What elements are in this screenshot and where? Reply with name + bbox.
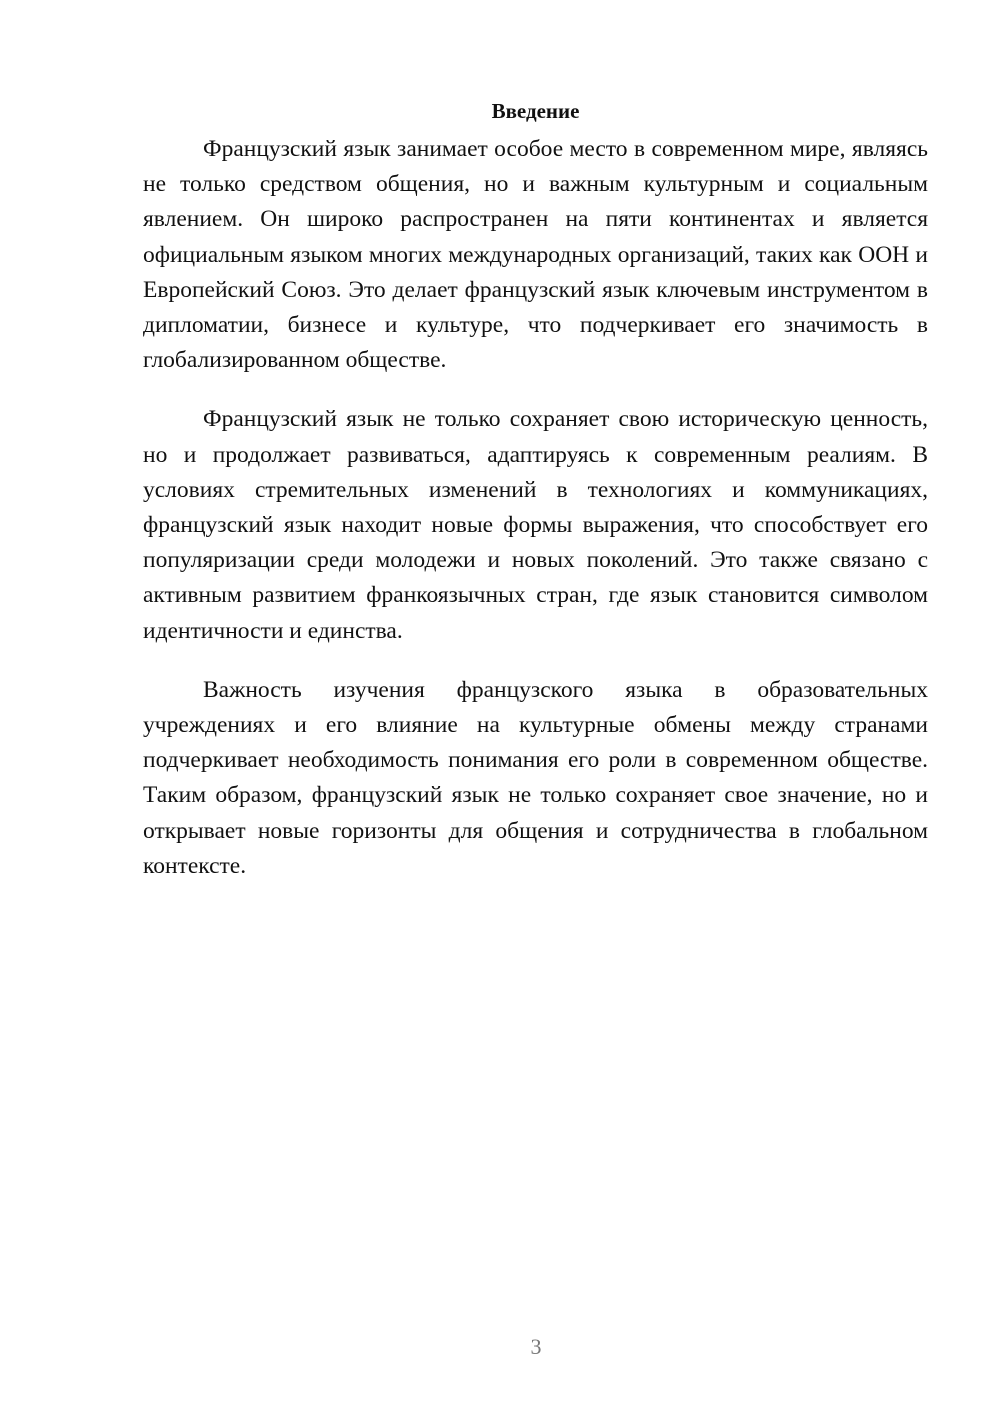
paragraph-2: Французский язык не только сохраняет свою историческую ценность, но и продолжает развиваться, адаптируясь к современным реалиям. В условиях стремительных изменений в технологиях и коммуникациях, французский язык находит новые формы выражения, что способствует его популяризации среди молодежи и новых поколений. Это также связано с активным развитием франкоязычных стран, где язык становится символом идентичности и единства. xyxy=(143,406,928,644)
paragraph-1: Французский язык занимает особое место в современном мире, являясь не только средством общения, но и важным культурным и социальным явлением. Он широко распространен на пяти континентах и является официальным языком многих международных организаций, таких как ООН и Европейский Союз. Это делает французский язык ключевым инструментом в дипломатии, бизнесе и культуре, что подчеркивает его значимость в глобализированном обществе. xyxy=(143,136,928,374)
paragraph-3: Важность изучения французского языка в образовательных учреждениях и его влияние на культурные обмены между странами подчеркивает необходимость понимания его роли в современном обществе. Таким образом, французский язык не только сохраняет свое значение, но и открывает новые горизонты для общения и сотрудничества в глобальном контексте. xyxy=(143,676,928,879)
section-heading: Введение xyxy=(491,99,580,123)
page-number: 3 xyxy=(530,1334,542,1359)
page-content xyxy=(143,92,928,908)
